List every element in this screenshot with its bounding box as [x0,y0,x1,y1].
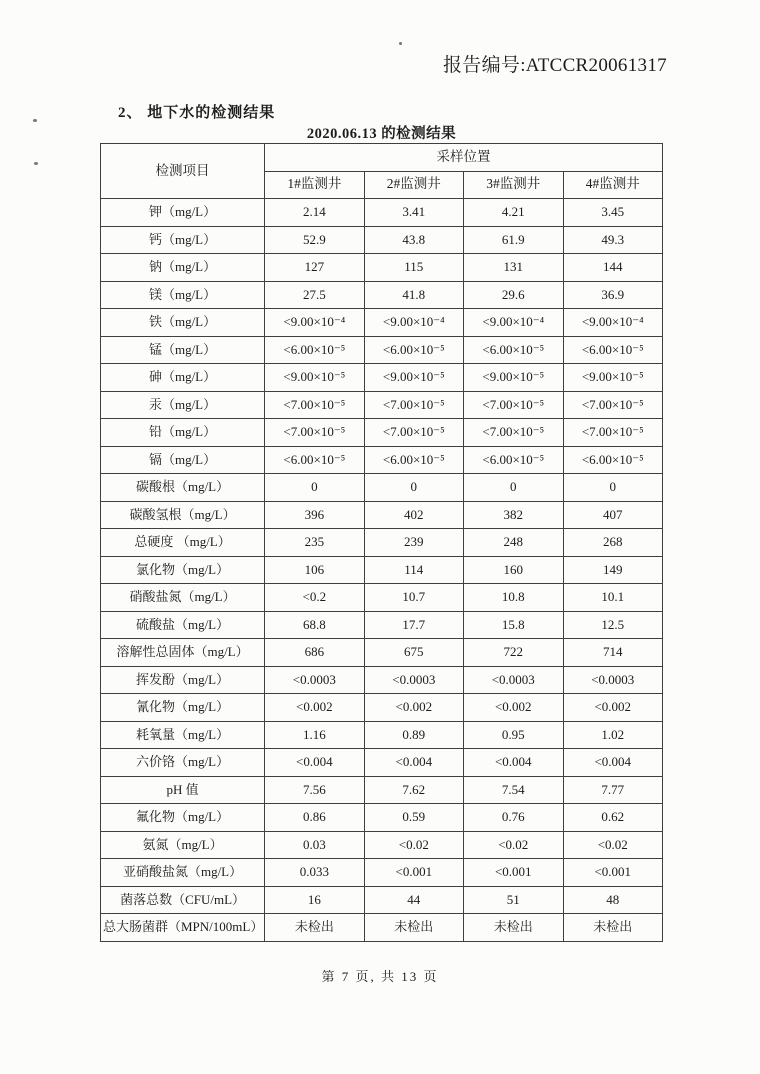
cell-value: 52.9 [265,226,364,254]
table-row [101,556,663,584]
cell-value: 235 [265,529,364,557]
cell-value: <0.002 [563,694,663,722]
cell-value: <6.00×10⁻⁵ [563,446,663,474]
table-row [101,309,663,337]
header-row-group [101,144,663,172]
row-label: 菌落总数（CFU/mL） [101,886,265,914]
cell-value: 7.54 [464,776,563,804]
cell-value: 4.21 [464,199,563,227]
scan-speck [399,42,402,45]
row-label: 硝酸盐氮（mg/L） [101,584,265,612]
table-row [101,336,663,364]
table-row [101,391,663,419]
cell-value: 714 [563,639,663,667]
row-label: 挥发酚（mg/L） [101,666,265,694]
table-row [101,199,663,227]
cell-value: 1.16 [265,721,364,749]
table-row [101,721,663,749]
cell-value: <9.00×10⁻⁴ [364,309,463,337]
footer-page-info: 第 7 页, 共 13 页 [321,969,439,984]
row-label: 钠（mg/L） [101,254,265,282]
results-table-body [101,199,663,942]
cell-value: 36.9 [563,281,663,309]
cell-value: <6.00×10⁻⁵ [265,446,364,474]
scan-speck [34,162,38,165]
row-label: 碳酸根（mg/L） [101,474,265,502]
cell-value: <9.00×10⁻⁴ [563,309,663,337]
cell-value: <0.004 [364,749,463,777]
cell-value: 114 [364,556,463,584]
cell-value: 3.45 [563,199,663,227]
cell-value: 239 [364,529,463,557]
row-label: 铅（mg/L） [101,419,265,447]
table-row [101,804,663,832]
cell-value: <7.00×10⁻⁵ [364,419,463,447]
row-label: 溶解性总固体（mg/L） [101,639,265,667]
cell-value: 382 [464,501,563,529]
cell-value: <9.00×10⁻⁵ [265,364,364,392]
cell-value: 675 [364,639,463,667]
cell-value: <0.2 [265,584,364,612]
table-row [101,639,663,667]
cell-value: <9.00×10⁻⁵ [464,364,563,392]
cell-value: 268 [563,529,663,557]
cell-value: <0.0003 [364,666,463,694]
cell-value: <9.00×10⁻⁵ [364,364,463,392]
table-row [101,666,663,694]
table-row [101,281,663,309]
cell-value: <0.02 [563,831,663,859]
row-label: 铁（mg/L） [101,309,265,337]
cell-value: <6.00×10⁻⁵ [265,336,364,364]
cell-value: <9.00×10⁻⁵ [563,364,663,392]
cell-value: 68.8 [265,611,364,639]
row-label: 镁（mg/L） [101,281,265,309]
cell-value: <0.02 [464,831,563,859]
table-row [101,226,663,254]
cell-value: 127 [265,254,364,282]
cell-value: 未检出 [464,914,563,942]
cell-value: 0.033 [265,859,364,887]
cell-value: 131 [464,254,563,282]
cell-value: 10.7 [364,584,463,612]
header-well-1: 1#监测井 [265,171,364,199]
scan-speck [33,119,37,122]
cell-value: <0.02 [364,831,463,859]
row-label: 耗氧量（mg/L） [101,721,265,749]
cell-value: 15.8 [464,611,563,639]
cell-value: <0.004 [464,749,563,777]
cell-value: 0 [464,474,563,502]
header-well-3: 3#监测井 [464,171,563,199]
row-label: 砷（mg/L） [101,364,265,392]
cell-value: 17.7 [364,611,463,639]
cell-value: <6.00×10⁻⁵ [364,446,463,474]
cell-value: 722 [464,639,563,667]
cell-value: <7.00×10⁻⁵ [464,391,563,419]
row-label: 氟化物（mg/L） [101,804,265,832]
cell-value: <0.001 [563,859,663,887]
cell-value: 7.77 [563,776,663,804]
cell-value: 7.56 [265,776,364,804]
cell-value: 0 [364,474,463,502]
cell-value: <6.00×10⁻⁵ [464,336,563,364]
header-item-column: 检测项目 [101,144,265,199]
cell-value: 149 [563,556,663,584]
row-label: 钾（mg/L） [101,199,265,227]
row-label: pH 值 [101,776,265,804]
cell-value: <0.002 [464,694,563,722]
cell-value: <0.0003 [265,666,364,694]
cell-value: 43.8 [364,226,463,254]
cell-value: <9.00×10⁻⁴ [265,309,364,337]
cell-value: 0 [265,474,364,502]
row-label: 碳酸氢根（mg/L） [101,501,265,529]
row-label: 总大肠菌群（MPN/100mL） [101,914,265,942]
cell-value: <7.00×10⁻⁵ [265,419,364,447]
cell-value: <0.0003 [563,666,663,694]
cell-value: <0.002 [364,694,463,722]
cell-value: 0.95 [464,721,563,749]
cell-value: 0.76 [464,804,563,832]
cell-value: 10.8 [464,584,563,612]
cell-value: 1.02 [563,721,663,749]
cell-value: <0.002 [265,694,364,722]
cell-value: 407 [563,501,663,529]
row-label: 氯化物（mg/L） [101,556,265,584]
table-row [101,749,663,777]
cell-value: 未检出 [364,914,463,942]
cell-value: 12.5 [563,611,663,639]
header-sampling-location: 采样位置 [265,144,663,172]
cell-value: 61.9 [464,226,563,254]
cell-value: 51 [464,886,563,914]
results-table-header [101,144,663,199]
table-row [101,584,663,612]
cell-value: 0.59 [364,804,463,832]
cell-value: <6.00×10⁻⁵ [364,336,463,364]
cell-value: 248 [464,529,563,557]
table-row [101,529,663,557]
cell-value: 160 [464,556,563,584]
cell-value: 106 [265,556,364,584]
cell-value: 29.6 [464,281,563,309]
cell-value: 115 [364,254,463,282]
cell-value: 41.8 [364,281,463,309]
cell-value: 44 [364,886,463,914]
cell-value: 0 [563,474,663,502]
cell-value: 396 [265,501,364,529]
cell-value: 48 [563,886,663,914]
cell-value: <0.004 [563,749,663,777]
header-well-2: 2#监测井 [364,171,463,199]
cell-value: 2.14 [265,199,364,227]
cell-value: 0.62 [563,804,663,832]
row-label: 总硬度 （mg/L） [101,529,265,557]
header-well-4: 4#监测井 [563,171,663,199]
cell-value: 未检出 [265,914,364,942]
row-label: 六价铬（mg/L） [101,749,265,777]
cell-value: <0.001 [464,859,563,887]
cell-value: 27.5 [265,281,364,309]
cell-value: 49.3 [563,226,663,254]
cell-value: 686 [265,639,364,667]
row-label: 镉（mg/L） [101,446,265,474]
cell-value: 10.1 [563,584,663,612]
row-label: 氰化物（mg/L） [101,694,265,722]
table-row [101,501,663,529]
cell-value: <7.00×10⁻⁵ [364,391,463,419]
row-label: 汞（mg/L） [101,391,265,419]
table-row [101,859,663,887]
table-row [101,419,663,447]
cell-value: <6.00×10⁻⁵ [464,446,563,474]
table-row [101,254,663,282]
cell-value: 144 [563,254,663,282]
row-label: 硫酸盐（mg/L） [101,611,265,639]
table-row [101,694,663,722]
cell-value: <7.00×10⁻⁵ [464,419,563,447]
table-row [101,914,663,942]
cell-value: 402 [364,501,463,529]
table-row [101,776,663,804]
cell-value: <0.001 [364,859,463,887]
cell-value: <6.00×10⁻⁵ [563,336,663,364]
cell-value: <7.00×10⁻⁵ [563,391,663,419]
row-label: 亚硝酸盐氮（mg/L） [101,859,265,887]
report-number: 报告编号:ATCCR20061317 [443,55,667,76]
table-row [101,886,663,914]
cell-value: 未检出 [563,914,663,942]
cell-value: <7.00×10⁻⁵ [563,419,663,447]
cell-value: <0.0003 [464,666,563,694]
results-table [100,143,663,942]
row-label: 氨氮（mg/L） [101,831,265,859]
cell-value: <7.00×10⁻⁵ [265,391,364,419]
table-row [101,364,663,392]
cell-value: 16 [265,886,364,914]
table-row [101,611,663,639]
row-label: 钙（mg/L） [101,226,265,254]
cell-value: 0.86 [265,804,364,832]
table-row [101,474,663,502]
cell-value: 0.89 [364,721,463,749]
cell-value: <9.00×10⁻⁴ [464,309,563,337]
cell-value: 3.41 [364,199,463,227]
cell-value: 0.03 [265,831,364,859]
cell-value: <0.004 [265,749,364,777]
table-row [101,831,663,859]
cell-value: 7.62 [364,776,463,804]
table-row [101,446,663,474]
section-heading: 2、 地下水的检测结果 [118,105,276,121]
row-label: 锰（mg/L） [101,336,265,364]
table-title: 2020.06.13 的检测结果 [306,126,457,142]
